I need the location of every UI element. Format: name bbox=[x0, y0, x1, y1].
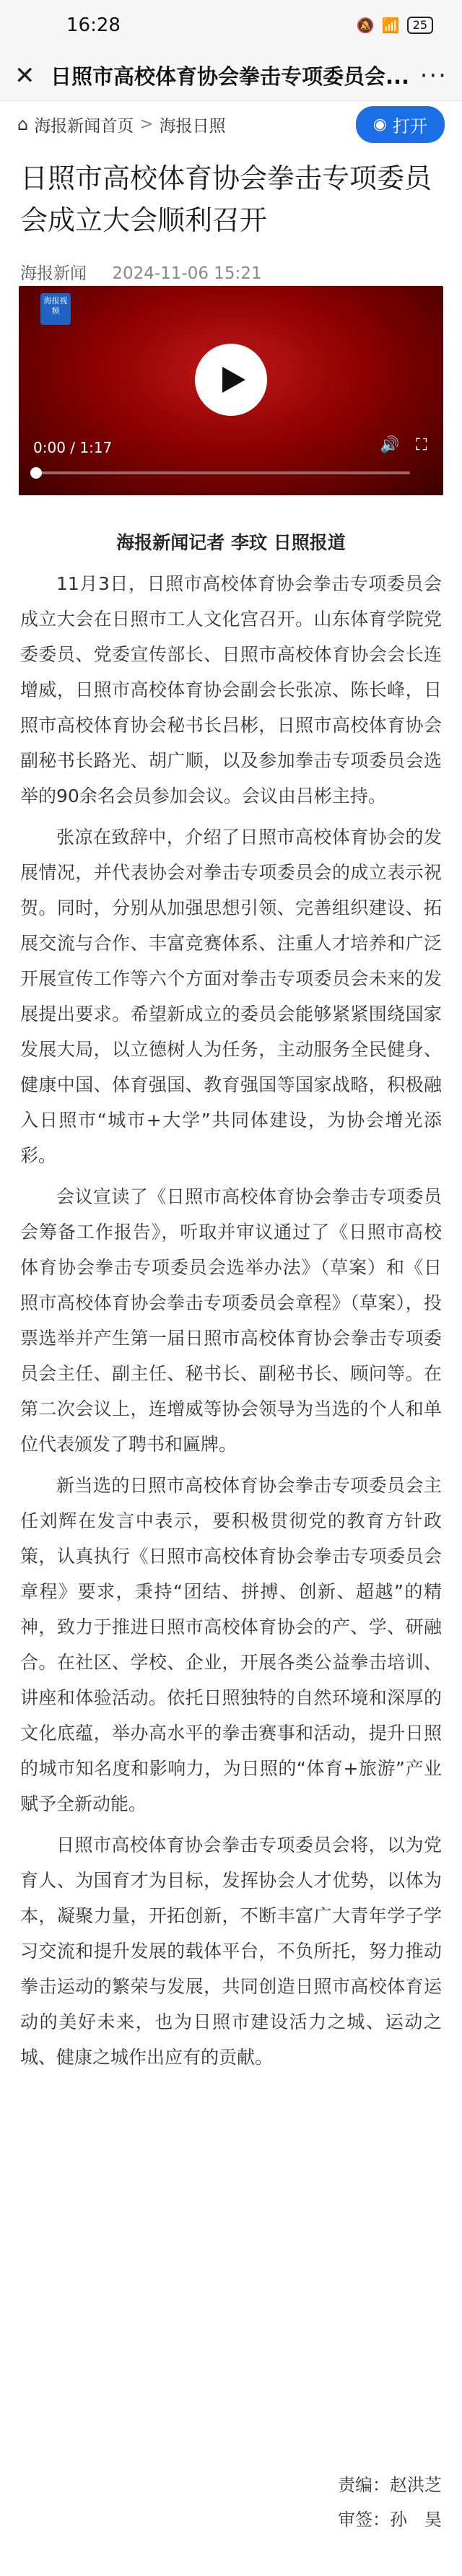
article-editors bbox=[338, 2468, 442, 2537]
home-icon[interactable]: ⌂ bbox=[17, 114, 29, 134]
article-title: 日照市高校体育协会拳击专项委员会成立大会顺利召开 bbox=[20, 162, 432, 236]
wifi-icon: 📶 bbox=[381, 17, 400, 34]
app-logo-icon: ◉ bbox=[372, 115, 387, 134]
status-icons bbox=[357, 17, 433, 34]
mute-icon: 🔕 bbox=[356, 17, 375, 34]
reviewer-credit: 审签：孙 昊 bbox=[338, 2510, 442, 2530]
article-paragraph: 会议宣读了《日照市高校体育协会拳击专项委员会筹备工作报告》，听取并审议通过了《日照市高校体育协会拳击专项委员会选举办法》（草案）和《日照市高校体育协会拳击专项委员会章程》（草案），投票选举并产生第一届日照市高校体育协会拳击专项委员会主任、副主任、秘书长、副秘书长、顾问等。在第二次会议上，连增威等协会领导为当选的个人和单位代表颁发了聘书和匾牌。 bbox=[20, 1186, 442, 1455]
open-app-button[interactable] bbox=[356, 106, 445, 143]
close-icon[interactable]: ✕ bbox=[14, 61, 35, 90]
breadcrumb-separator: > bbox=[139, 115, 154, 134]
article-paragraph: 日照市高校体育协会拳击专项委员会将，以为党育人、为国育才为目标，发挥协会人才优势，以体为本，凝聚力量，开拓创新，不断丰富广大青年学子学习交流和提升发展的载体平台，不负所托，努力推动拳击运动的繁荣与发展，共同创造日照市高校体育运动的美好未来，也为日照市建设活力之城、运动之城、健康之城作出应有的贡献。 bbox=[20, 1835, 442, 2068]
video-time: 0:00 / 1:17 bbox=[33, 439, 113, 456]
breadcrumb-home[interactable]: 海报新闻首页 bbox=[34, 116, 134, 136]
article-meta bbox=[20, 260, 262, 284]
more-icon[interactable]: ··· bbox=[419, 61, 448, 90]
video-progress-track[interactable] bbox=[35, 471, 410, 474]
video-player[interactable] bbox=[19, 286, 443, 495]
open-app-label: 打开 bbox=[393, 116, 427, 136]
video-progress-knob[interactable] bbox=[30, 467, 42, 479]
nav-bar bbox=[0, 51, 462, 101]
play-button[interactable] bbox=[195, 344, 267, 416]
status-bar bbox=[0, 0, 462, 51]
article-date: 2024-11-06 15:21 bbox=[112, 264, 262, 283]
volume-icon[interactable]: 🔊 bbox=[380, 436, 400, 454]
article-source[interactable]: 海报新闻 bbox=[20, 264, 87, 283]
battery-icon: 25 bbox=[407, 17, 433, 34]
fullscreen-icon[interactable]: ⛶ bbox=[416, 436, 427, 454]
article-body bbox=[20, 566, 442, 2081]
article-paragraph: 11月3日，日照市高校体育协会拳击专项委员会成立大会在日照市工人文化宫召开。山东体育学院党委委员、党委宣传部长、日照市高校体育协会会长连增威，日照市高校体育协会副会长张凉、陈长峰，日照市高校体育协会秘书长吕彬，日照市高校体育协会副秘书长路光、胡广顺，以及参加拳击专项委员会选举的90余名会员参加会议。会议由吕彬主持。 bbox=[20, 573, 442, 806]
breadcrumb bbox=[0, 101, 462, 147]
nav-title: 日照市高校体育协会拳击专项委员会... bbox=[51, 64, 410, 89]
article-paragraph: 新当选的日照市高校体育协会拳击专项委员会主任刘辉在发言中表示，要积极贯彻党的教育方针政策，认真执行《日照市高校体育协会拳击专项委员会章程》要求，秉持“团结、拼搏、创新、超越”的精神，致力于推进日照市高校体育协会的产、学、研融合。在社区、学校、企业，开展各类公益拳击培训、讲座和体验活动。依托日照独特的自然环境和深厚的文化底蕴，举办高水平的拳击赛事和活动，提升日照的城市知名度和影响力，为日照的“体育+旅游”产业赋予全新动能。 bbox=[20, 1475, 442, 1814]
article-paragraph: 张凉在致辞中，介绍了日照市高校体育协会的发展情况，并代表协会对拳击专项委员会的成立表示祝贺。同时，分别从加强思想引领、完善组织建设、拓展交流与合作、丰富竞赛体系、注重人才培养和广泛开展宣传工作等六个方面对拳击专项委员会未来的发展提出要求。希望新成立的委员会能够紧紧围绕国家发展大局，以立德树人为任务，主动服务全民健身、健康中国、体育强国、教育强国等国家战略，积极融入日照市“城市+大学”共同体建设，为协会增光添彩。 bbox=[20, 827, 442, 1166]
play-icon bbox=[221, 365, 247, 394]
article-byline: 海报新闻记者 李玟 日照报道 bbox=[116, 532, 346, 553]
editor-credit: 责编：赵洪芝 bbox=[338, 2475, 442, 2495]
breadcrumb-section[interactable]: 海报日照 bbox=[159, 116, 226, 136]
status-time: 16:28 bbox=[66, 14, 121, 36]
video-logo: 海报视频 bbox=[40, 293, 71, 325]
